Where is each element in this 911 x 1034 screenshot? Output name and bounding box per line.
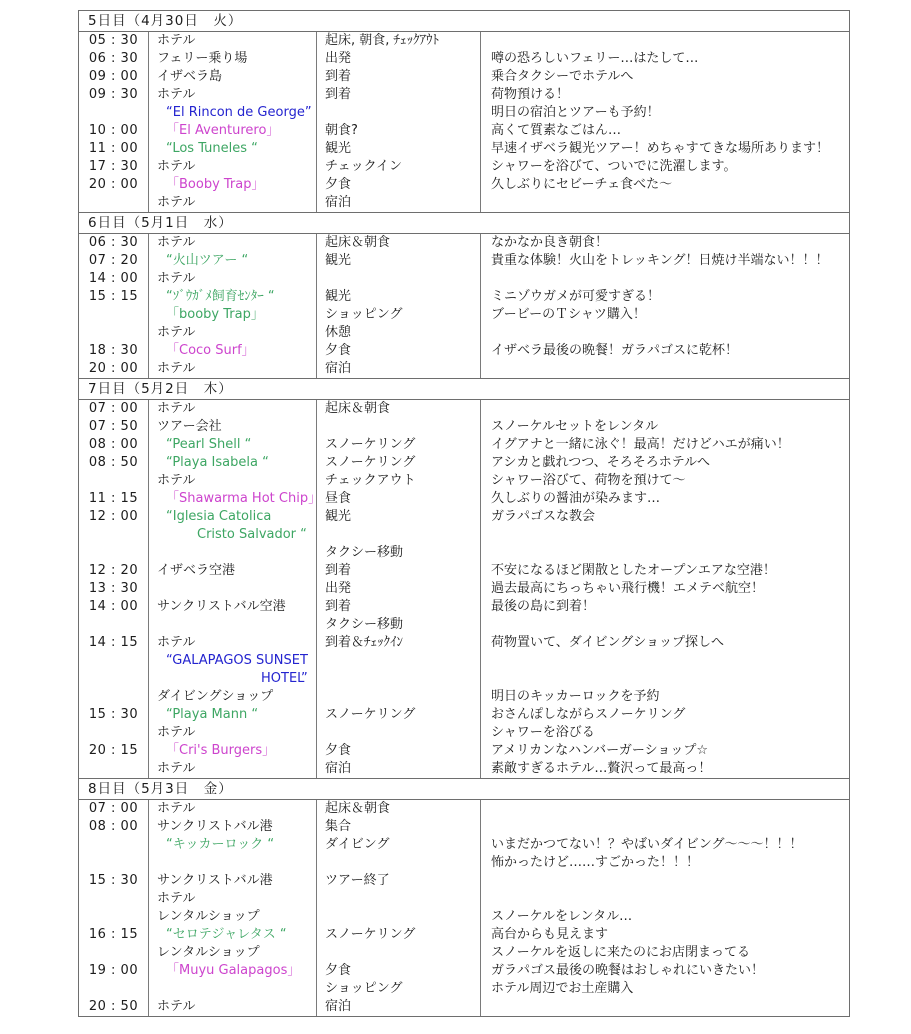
schedule-row [79,962,849,980]
place-cell: 「Coco Surf」 [149,342,317,360]
time-cell: 09 : 30 [79,86,149,104]
place-cell [149,580,317,598]
comment-cell [481,800,849,818]
schedule-row [79,342,849,360]
time-cell: 14 : 00 [79,598,149,616]
activity-cell: ダイビング [317,836,481,854]
place-cell: ホテル [149,86,317,104]
time-cell [79,472,149,490]
place-cell: HOTEL” [149,670,317,688]
activity-cell: 夕食 [317,176,481,194]
comment-cell: スノーケルをレンタル… [491,909,633,924]
activity-cell: 集合 [317,818,481,836]
place-cell: ホテル [149,472,317,490]
activity-cell: 到着 [317,598,481,616]
schedule-row [79,742,849,760]
activity-cell: 観光 [317,140,481,158]
place-cell: “Pearl Shell “ [149,436,317,454]
schedule-row [79,890,849,908]
place-cell: ホテル [149,234,317,252]
schedule-row [79,418,849,436]
schedule-row [79,998,849,1016]
schedule-row [79,86,849,104]
schedule-row [79,760,849,778]
schedule-row [79,562,849,580]
activity-cell: 朝食? [317,122,481,140]
activity-cell: 宿泊 [317,998,481,1016]
comment-cell [481,324,849,342]
comment-cell: 高くて質素なごはん… [491,123,622,138]
day-header: 7日目（5月2日 木） [79,379,849,400]
schedule-row [79,252,849,270]
comment-cell: シャワーを浴びる [491,725,595,740]
schedule-row [79,652,849,670]
place-cell: サンクリストバル港 [149,818,317,836]
place-cell: サンクリストバル港 [149,872,317,890]
time-cell [79,194,149,212]
activity-cell: 夕食 [317,962,481,980]
schedule-row [79,526,849,544]
schedule-row [79,908,849,926]
comment-cell: 怖かったけど……すごかった！！！ [491,855,700,870]
comment-cell [481,270,849,288]
place-cell: イザベラ島 [149,68,317,86]
time-cell: 07 : 50 [79,418,149,436]
comment-cell [481,998,849,1016]
day-header: 5日目（4月30日 火） [79,11,849,32]
time-cell: 16 : 15 [79,926,149,944]
time-cell [79,854,149,872]
time-cell: 20 : 15 [79,742,149,760]
schedule-row [79,436,849,454]
time-cell [79,890,149,908]
schedule-row [79,324,849,342]
place-cell: Cristo Salvador “ [149,526,317,544]
comment-cell: 明日の宿泊とツアーも予約！ [491,105,660,120]
activity-cell: 起床＆朝食 [317,800,481,818]
schedule-row [79,634,849,652]
schedule-row [79,234,849,252]
activity-cell: 夕食 [317,342,481,360]
comment-cell: 過去最高にちっちゃい飛行機！エメテベ航空！ [491,581,765,596]
time-cell: 15 : 30 [79,872,149,890]
activity-cell: チェックアウト [317,472,481,490]
time-cell: 12 : 00 [79,508,149,526]
time-cell [79,836,149,854]
time-cell [79,104,149,122]
place-cell: ホテル [149,634,317,652]
time-cell: 20 : 50 [79,998,149,1016]
activity-cell [317,104,481,122]
place-cell: “Playa Isabela “ [149,454,317,472]
schedule-row [79,544,849,562]
schedule-row [79,68,849,86]
comment-cell [481,890,849,908]
activity-cell: ツアー終了 [317,872,481,890]
itinerary-table [78,10,850,1017]
comment-cell [481,818,849,836]
time-cell [79,724,149,742]
activity-cell [317,652,481,670]
place-cell: ホテル [149,32,317,50]
comment-cell: おさんぽしながらスノーケリング [491,707,686,722]
time-cell: 10 : 00 [79,122,149,140]
time-cell: 07 : 00 [79,400,149,418]
time-cell [79,980,149,998]
activity-cell: 観光 [317,252,481,270]
place-cell: サンクリストバル空港 [149,598,317,616]
place-cell: “セロテジャレタス “ [149,926,317,944]
schedule-row [79,400,849,418]
time-cell: 11 : 00 [79,140,149,158]
comment-cell: ガラパゴス最後の晩餐はおしゃれにいきたい！ [491,963,765,978]
comment-cell: 乗合タクシーでホテルへ [491,69,634,84]
schedule-row [79,800,849,818]
comment-cell: 不安になるほど閑散としたオープンエアな空港！ [491,563,776,578]
activity-cell: タクシー移動 [317,616,481,634]
activity-cell: ショッピング [317,980,481,998]
time-cell: 15 : 15 [79,288,149,306]
schedule-row [79,50,849,68]
activity-cell: 夕食 [317,742,481,760]
schedule-row [79,872,849,890]
time-cell: 20 : 00 [79,176,149,194]
comment-cell [481,652,849,670]
activity-cell: タクシー移動 [317,544,481,562]
time-cell: 14 : 15 [79,634,149,652]
schedule-row [79,598,849,616]
comment-cell: ホテル周辺でお土産購入 [491,981,634,996]
activity-cell: 観光 [317,508,481,526]
place-cell: 「Booby Trap」 [149,176,317,194]
time-cell: 12 : 20 [79,562,149,580]
place-cell: イザベラ空港 [149,562,317,580]
activity-cell [317,724,481,742]
time-cell [79,944,149,962]
time-cell: 11 : 15 [79,490,149,508]
activity-cell: 起床＆朝食 [317,400,481,418]
comment-cell: イグアナと一緒に泳ぐ！最高！だけどハエが痛い！ [491,437,790,452]
time-cell [79,760,149,778]
comment-cell [481,400,849,418]
activity-cell: 昼食 [317,490,481,508]
place-cell: ホテル [149,800,317,818]
comment-cell: 荷物預ける！ [491,87,570,102]
day-section [79,778,849,1016]
activity-cell [317,270,481,288]
schedule-row [79,854,849,872]
comment-cell: 早速イザベラ観光ツアー！めちゃすてきな場所あります！ [491,141,830,156]
schedule-row [79,104,849,122]
schedule-row [79,926,849,944]
schedule-row [79,836,849,854]
comment-cell: アメリカンなハンバーガーショップ☆ [491,743,709,758]
comment-cell [481,32,849,50]
place-cell [149,980,317,998]
comment-cell [481,872,849,890]
place-cell: 「El Aventurero」 [149,122,317,140]
comment-cell: 噂の恐ろしいフェリー…はたして… [491,51,699,66]
time-cell [79,544,149,562]
activity-cell: スノーケリング [317,454,481,472]
schedule-row [79,616,849,634]
time-cell [79,670,149,688]
day-section [79,378,849,778]
activity-cell: スノーケリング [317,436,481,454]
time-cell [79,616,149,634]
comment-cell: 久しぶりにセビーチェ食べた～ [491,177,673,192]
time-cell: 08 : 00 [79,436,149,454]
time-cell: 08 : 50 [79,454,149,472]
place-cell: “Playa Mann “ [149,706,317,724]
activity-cell: 宿泊 [317,760,481,778]
time-cell: 17 : 30 [79,158,149,176]
time-cell: 14 : 00 [79,270,149,288]
time-cell: 07 : 00 [79,800,149,818]
time-cell: 05 : 30 [79,32,149,50]
place-cell: ホテル [149,324,317,342]
activity-cell: 観光 [317,288,481,306]
activity-cell: 到着 [317,86,481,104]
activity-cell: 出発 [317,580,481,598]
comment-cell: シャワーを浴びて、ついでに洗濯します。 [491,159,737,174]
time-cell: 20 : 00 [79,360,149,378]
schedule-row [79,706,849,724]
day-section [79,11,849,212]
activity-cell [317,854,481,872]
place-cell: ホテル [149,158,317,176]
activity-cell: 宿泊 [317,194,481,212]
schedule-row [79,980,849,998]
activity-cell: 起床＆朝食 [317,234,481,252]
place-cell: “Los Tuneles “ [149,140,317,158]
time-cell [79,526,149,544]
comment-cell: スノーケルセットをレンタル [491,419,659,434]
place-cell: レンタルショップ [149,944,317,962]
activity-cell: 到着 [317,562,481,580]
activity-cell: ショッピング [317,306,481,324]
time-cell [79,688,149,706]
activity-cell: チェックイン [317,158,481,176]
day-header: 8日目（5月3日 金） [79,779,849,800]
schedule-row [79,508,849,526]
schedule-row [79,122,849,140]
place-cell: 「booby Trap」 [149,306,317,324]
place-cell: ホテル [149,270,317,288]
activity-cell [317,526,481,544]
comment-cell: ミニゾウガメが可愛すぎる！ [491,289,661,304]
place-cell: 「Muyu Galapagos」 [149,962,317,980]
place-cell: 「Shawarma Hot Chip」 [149,490,317,508]
activity-cell: 宿泊 [317,360,481,378]
time-cell: 15 : 30 [79,706,149,724]
time-cell [79,652,149,670]
activity-cell: 到着 [317,68,481,86]
activity-cell [317,908,481,926]
comment-cell: スノーケルを返しに来たのにお店閉まってる [491,945,750,960]
schedule-row [79,194,849,212]
comment-cell [481,670,849,688]
comment-cell: 明日のキッカーロックを予約 [491,689,660,704]
place-cell: ツアー会社 [149,418,317,436]
place-cell: ホテル [149,360,317,378]
time-cell: 06 : 30 [79,234,149,252]
place-cell: “ｿﾞｳｶﾞﾒ飼育ｾﾝﾀｰ “ [149,288,317,306]
schedule-row [79,32,849,50]
time-cell [79,306,149,324]
comment-cell: 高台からも見えます [491,927,609,942]
activity-cell: 休憩 [317,324,481,342]
schedule-row [79,306,849,324]
schedule-row [79,490,849,508]
place-cell [149,544,317,562]
time-cell: 08 : 00 [79,818,149,836]
place-cell: 「Cri's Burgers」 [149,742,317,760]
schedule-row [79,670,849,688]
comment-cell [481,616,849,634]
place-cell: ホテル [149,194,317,212]
schedule-row [79,176,849,194]
schedule-row [79,140,849,158]
place-cell [149,616,317,634]
place-cell: ホテル [149,724,317,742]
comment-cell [481,194,849,212]
activity-cell: スノーケリング [317,706,481,724]
activity-cell: 出発 [317,50,481,68]
schedule-row [79,580,849,598]
comment-cell: シャワー浴びて、荷物を預けて～ [491,473,686,488]
comment-cell: ブービーのＴシャツ購入！ [491,307,646,322]
activity-cell [317,418,481,436]
time-cell [79,908,149,926]
place-cell: ホテル [149,760,317,778]
schedule-row [79,724,849,742]
place-cell: ダイビングショップ [149,688,317,706]
place-cell: “El Rincon de George” [149,104,317,122]
comment-cell [481,544,849,562]
comment-cell: ガラパゴスな教会 [491,509,596,524]
comment-cell: イザベラ最後の晩餐！ガラパゴスに乾杯！ [491,343,739,358]
schedule-row [79,158,849,176]
comment-cell: なかなか良き朝食！ [491,235,609,250]
comment-cell [481,360,849,378]
time-cell [79,324,149,342]
comment-cell: 素敵すぎるホテル…贅沢って最高っ！ [491,761,712,776]
schedule-row [79,360,849,378]
schedule-row [79,472,849,490]
place-cell: フェリー乗り場 [149,50,317,68]
activity-cell: 到着＆ﾁｪｯｸｲﾝ [317,634,481,652]
time-cell: 09 : 00 [79,68,149,86]
schedule-row [79,288,849,306]
comment-cell: 久しぶりの醤油が染みます… [491,491,661,506]
activity-cell [317,944,481,962]
schedule-row [79,270,849,288]
activity-cell [317,688,481,706]
activity-cell [317,670,481,688]
comment-cell: 最後の島に到着！ [491,599,596,614]
place-cell: レンタルショップ [149,908,317,926]
place-cell: ホテル [149,998,317,1016]
place-cell: ホテル [149,890,317,908]
place-cell: “火山ツアー “ [149,252,317,270]
place-cell: “Iglesia Catolica [149,508,317,526]
place-cell: “GALAPAGOS SUNSET [149,652,317,670]
schedule-row [79,944,849,962]
time-cell: 13 : 30 [79,580,149,598]
activity-cell: 起床, 朝食, ﾁｪｯｸｱｳﾄ [317,32,481,50]
time-cell: 06 : 30 [79,50,149,68]
day-header: 6日目（5月1日 水） [79,213,849,234]
schedule-row [79,818,849,836]
activity-cell: スノーケリング [317,926,481,944]
place-cell [149,854,317,872]
place-cell: “キッカーロック “ [149,836,317,854]
time-cell: 07 : 20 [79,252,149,270]
schedule-row [79,688,849,706]
activity-cell [317,890,481,908]
comment-cell [481,526,849,544]
comment-cell: 貴重な体験！火山をトレッキング！日焼け半端ない！！！ [491,253,829,268]
comment-cell: 荷物置いて、ダイビングショップ探しへ [491,635,724,650]
comment-cell: いまだかつてない！？やばいダイビング～～～！！！ [491,837,803,852]
time-cell: 18 : 30 [79,342,149,360]
time-cell: 19 : 00 [79,962,149,980]
place-cell: ホテル [149,400,317,418]
day-section [79,212,849,378]
comment-cell: アシカと戯れつつ、そろそろホテルへ [491,455,711,470]
schedule-row [79,454,849,472]
